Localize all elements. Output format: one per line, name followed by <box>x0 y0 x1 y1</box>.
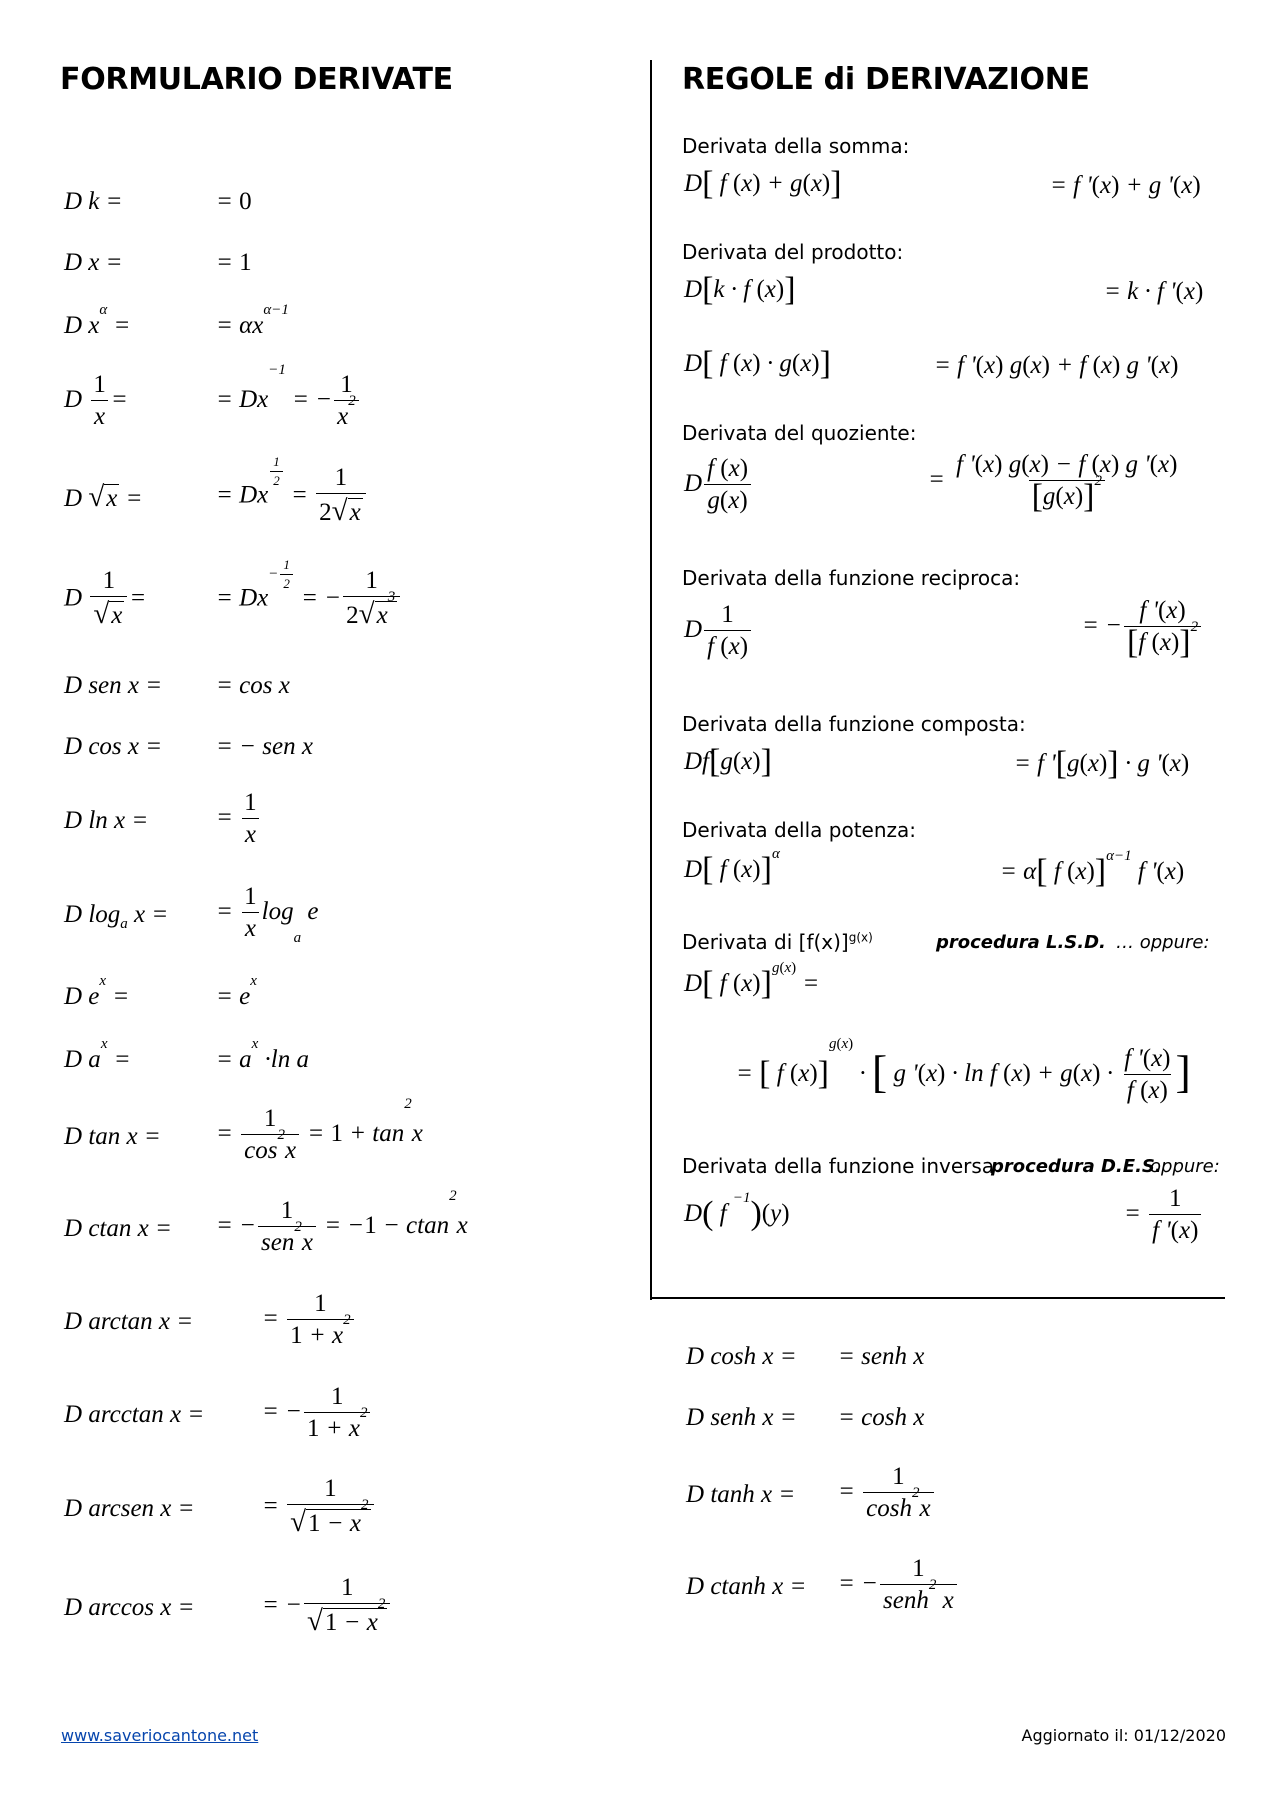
rule-composta-rhs: = f '[g(x)] · g '(x) <box>1014 745 1190 782</box>
left-title: FORMULARIO DERIVATE <box>60 62 453 97</box>
rule-reciproca-lhs: D $\frac{1}{f (x)}$ <box>684 602 753 661</box>
formula-arcsen: D arcsen x = = $\frac{1}{√1 - x^2}$ <box>64 1476 504 1556</box>
formula-sqrt: D √x = = Dx $^{\frac{1}{2}}$ = $\frac{1}{2√x}$ <box>64 465 464 545</box>
rule-prodotto-k-rhs: = k · f '(x) <box>1104 278 1204 305</box>
section-somma: Derivata della somma: <box>682 134 910 158</box>
section-prodotto: Derivata del prodotto: <box>682 240 904 264</box>
website-link[interactable]: www.saveriocantone.net <box>61 1726 259 1745</box>
rule-fg-rhs: = [ f (x)]$^{g(x)}$ · [ g '(x) · ln f (x) + g(x) · $\frac{f '(x)}{f (x)}$ ] <box>736 1036 1191 1105</box>
section-divider <box>650 1297 1225 1299</box>
rule-fg-lhs: D[ f (x)]$^{g(x)}$ = <box>684 960 820 1002</box>
rule-potenza-lhs: D[ f (x)]$^\alpha$ <box>684 846 780 888</box>
update-date: Aggiornato il: 01/12/2020 <box>1021 1726 1226 1745</box>
section-reciproca: Derivata della funzione reciproca: <box>682 566 1021 590</box>
section-inversa: Derivata della funzione inversa <box>682 1154 995 1178</box>
des-oppure: oppure: <box>1150 1156 1220 1177</box>
formula-log: D $\log_a x$ = = $\frac{1}{x}$ $\log_a e$ <box>64 883 319 946</box>
rule-inversa-rhs: = $\frac{1}{f '(x)}$ <box>1124 1186 1203 1245</box>
formula-tanh: D tanh x = = $\frac{1}{\cosh^2x}$ <box>686 1464 1086 1534</box>
formula-arccos: D arccos x = = − $\frac{1}{√1 - x^2}$ <box>64 1575 504 1655</box>
formula-arctan: D arctan x = = $\frac{1}{1 + x^2}$ <box>64 1291 504 1361</box>
formula-tan: D tan x = = $\frac{1}{\cos^2x}$ = $1 + \tan^2x$ <box>64 1096 423 1165</box>
rule-reciproca-rhs: = − $\frac{f '(x)}{[f (x)]^2}$ <box>1082 598 1203 657</box>
formula-reciprocal-x: D $\frac{1}{x}$ = = $Dx^{-1}$ = − $\frac{1}{x^2}$ <box>64 372 464 442</box>
formula-ctan: D ctan x = = − $\frac{1}{sen^2x}$ = −1 − ctan$^2$x <box>64 1188 468 1257</box>
rule-potenza-rhs: = α[ f (x)]$^{\alpha-1}$ f '(x) <box>1000 848 1185 890</box>
section-composta: Derivata della funzione composta: <box>682 712 1026 736</box>
lsd-oppure: … oppure: <box>1116 932 1210 953</box>
rule-somma-rhs: = f '(x) + g '(x) <box>1050 172 1201 199</box>
procedura-lsd: procedura L.S.D. <box>936 932 1106 953</box>
rule-prodotto-k-lhs: D[k · f (x)] <box>684 271 796 308</box>
right-title: REGOLE di DERIVAZIONE <box>682 62 1090 97</box>
rule-prodotto-rhs: = f '(x) g(x) + f (x) g '(x) <box>934 352 1179 379</box>
rule-somma-lhs: D[ f (x) + g(x)] <box>684 165 842 202</box>
formula-ln: D ln x = = $\frac{1}{x}$ <box>64 790 464 860</box>
rule-inversa-lhs: D( f $^{-1}$)(y) <box>684 1190 790 1232</box>
formula-inv-sqrt: D $\frac{1}{√x}$ = = $Dx^{- \frac{1}{2}}$ = − $\frac{1}{2√x^3}$ <box>64 568 484 648</box>
section-potenza: Derivata della potenza: <box>682 818 917 842</box>
column-divider <box>650 60 652 1300</box>
section-quoziente: Derivata del quoziente: <box>682 421 917 445</box>
rule-quoziente-rhs: = $\frac{f '(x) g(x) - f (x) g '(x)}{[g(x)]^2}$ <box>928 451 1178 516</box>
section-fg: Derivata di $[f(x)]^{g(x)}$ <box>682 930 873 954</box>
rule-composta-lhs: Df[g(x)] <box>684 743 772 780</box>
formula-arcctan: D arcctan x = = − $\frac{1}{1 + x^2}$ <box>64 1384 504 1454</box>
rule-quoziente-lhs: D $\frac{f (x)}{g(x)}$ <box>684 456 753 515</box>
rule-prodotto-lhs: D[ f (x) · g(x)] <box>684 345 831 382</box>
formula-ctanh: D ctanh x = = − $\frac{1}{senh^2 x}$ <box>686 1556 1086 1626</box>
procedura-des: procedura D.E.S. <box>991 1156 1162 1177</box>
